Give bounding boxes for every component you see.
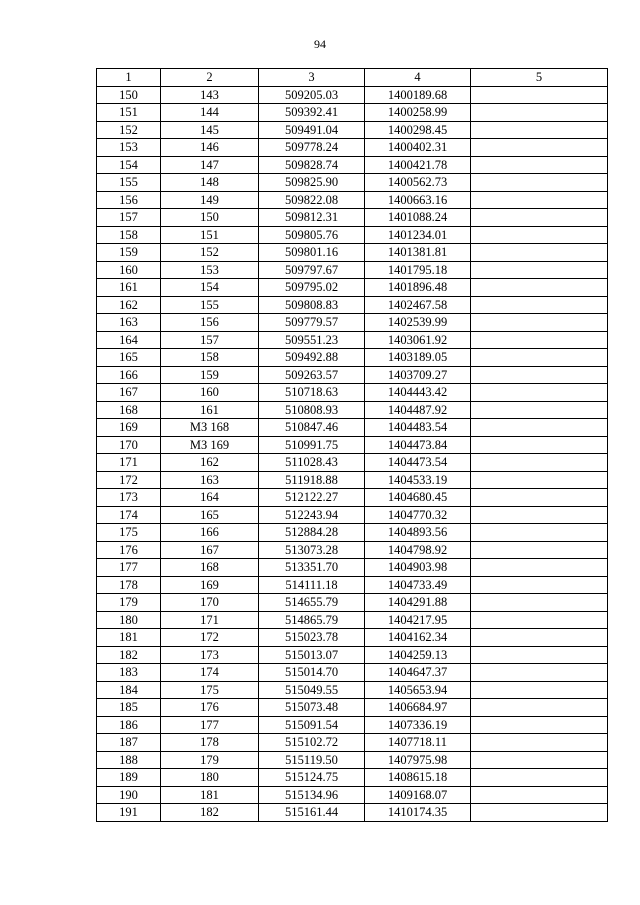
table-cell: 1404680.45 [365,489,471,507]
table-cell: 1400258.99 [365,104,471,122]
table-cell: 1404798.92 [365,541,471,559]
table-cell: 152 [161,244,259,262]
table-row [97,716,608,734]
table-cell: 167 [161,541,259,559]
table-cell: 189 [97,769,161,787]
table-cell: 151 [161,226,259,244]
column-header: 3 [259,69,365,87]
table-cell: 180 [161,769,259,787]
table-cell: 1404162.34 [365,629,471,647]
table-cell: 515073.48 [259,699,365,717]
table-cell: 160 [161,384,259,402]
table-cell: 509812.31 [259,209,365,227]
table-cell: 164 [161,489,259,507]
table-row [97,366,608,384]
table-cell: 170 [97,436,161,454]
table-cell [471,524,608,542]
table-cell: 1404903.98 [365,559,471,577]
table-cell: 1404443.42 [365,384,471,402]
table-cell [471,629,608,647]
table-cell [471,646,608,664]
table-cell: МЗ 169 [161,436,259,454]
table-cell: 1401896.48 [365,279,471,297]
table-cell: 177 [97,559,161,577]
table-cell: 153 [97,139,161,157]
table-cell: 515013.07 [259,646,365,664]
table-cell: 148 [161,174,259,192]
table-row [97,524,608,542]
table-cell: 155 [97,174,161,192]
table-cell: 514655.79 [259,594,365,612]
table-cell: 153 [161,261,259,279]
table-cell: 175 [161,681,259,699]
table-cell [471,559,608,577]
coordinates-table [96,68,608,822]
table-cell: 179 [97,594,161,612]
table-cell: 172 [161,629,259,647]
table-cell: 171 [161,611,259,629]
table-row [97,191,608,209]
table-cell: 185 [97,699,161,717]
table-cell: 157 [161,331,259,349]
table-cell: 157 [97,209,161,227]
table-cell: 166 [97,366,161,384]
table-row [97,646,608,664]
table-cell: 515124.75 [259,769,365,787]
table-row [97,209,608,227]
table-cell [471,384,608,402]
table-cell: 515161.44 [259,804,365,822]
table-row [97,104,608,122]
table-cell: 161 [97,279,161,297]
table-cell: 170 [161,594,259,612]
table-cell: МЗ 168 [161,419,259,437]
table-cell [471,734,608,752]
table-cell: 510991.75 [259,436,365,454]
table-cell: 162 [161,454,259,472]
table-cell: 166 [161,524,259,542]
table-cell [471,331,608,349]
table-row [97,489,608,507]
table-row [97,804,608,822]
table-cell: 158 [161,349,259,367]
table-cell: 158 [97,226,161,244]
table-row [97,559,608,577]
table-cell: 168 [97,401,161,419]
table-cell: 509828.74 [259,156,365,174]
table-row [97,401,608,419]
table-cell: 515014.70 [259,664,365,682]
table-row [97,419,608,437]
table-cell: 187 [97,734,161,752]
table-cell: 512884.28 [259,524,365,542]
table-cell: 509797.67 [259,261,365,279]
table-row [97,279,608,297]
table-cell: 1400663.16 [365,191,471,209]
table-row [97,226,608,244]
table-cell: 1403709.27 [365,366,471,384]
table-cell: 184 [97,681,161,699]
table-cell: 1404647.37 [365,664,471,682]
table-cell: 161 [161,401,259,419]
table-cell: 149 [161,191,259,209]
table-cell: 513351.70 [259,559,365,577]
table-cell: 509778.24 [259,139,365,157]
table-cell: 1404893.56 [365,524,471,542]
table-cell: 1400562.73 [365,174,471,192]
table-cell: 168 [161,559,259,577]
table-cell: 173 [97,489,161,507]
table-cell: 165 [97,349,161,367]
table-cell: 156 [161,314,259,332]
table-row [97,769,608,787]
table-cell: 1400298.45 [365,121,471,139]
table-cell: 154 [97,156,161,174]
table-cell [471,349,608,367]
table-cell [471,121,608,139]
table-cell: 1404259.13 [365,646,471,664]
table-cell [471,401,608,419]
table-cell: 515102.72 [259,734,365,752]
table-cell [471,471,608,489]
table-cell: 509491.04 [259,121,365,139]
table-cell: 514111.18 [259,576,365,594]
table-cell: 1404487.92 [365,401,471,419]
table-cell [471,594,608,612]
table-cell: 1408615.18 [365,769,471,787]
table-cell [471,366,608,384]
column-header: 1 [97,69,161,87]
table-row [97,174,608,192]
table-cell: 145 [161,121,259,139]
table-row [97,244,608,262]
table-cell: 1407975.98 [365,751,471,769]
table-body [97,86,608,821]
table-cell: 511918.88 [259,471,365,489]
table-cell: 181 [97,629,161,647]
table-cell: 512122.27 [259,489,365,507]
table-cell: 1401381.81 [365,244,471,262]
column-header: 4 [365,69,471,87]
table-cell [471,751,608,769]
table-cell [471,244,608,262]
table-cell: 150 [97,86,161,104]
table-cell: 188 [97,751,161,769]
table-cell: 1402539.99 [365,314,471,332]
table-row [97,296,608,314]
table-cell [471,296,608,314]
table-row [97,139,608,157]
table-cell [471,156,608,174]
table-cell: 151 [97,104,161,122]
table-cell: 1405653.94 [365,681,471,699]
table-cell: 174 [161,664,259,682]
table-cell [471,139,608,157]
table-cell: 182 [161,804,259,822]
table-cell: 167 [97,384,161,402]
table-cell: 1400189.68 [365,86,471,104]
column-header: 5 [471,69,608,87]
table-cell: 143 [161,86,259,104]
table-row [97,331,608,349]
table-cell: 176 [161,699,259,717]
table-row [97,611,608,629]
table-cell: 1406684.97 [365,699,471,717]
table-cell: 1404291.88 [365,594,471,612]
table-cell: 147 [161,156,259,174]
table-cell [471,699,608,717]
table-cell [471,786,608,804]
table-cell: 1403189.05 [365,349,471,367]
table-cell: 1404473.54 [365,454,471,472]
table-cell: 511028.43 [259,454,365,472]
table-row [97,751,608,769]
table-cell: 509822.08 [259,191,365,209]
table-cell: 1403061.92 [365,331,471,349]
table-cell: 182 [97,646,161,664]
table-row [97,681,608,699]
table-cell [471,769,608,787]
table-cell: 154 [161,279,259,297]
table-cell: 510808.93 [259,401,365,419]
table-cell [471,191,608,209]
table-row [97,629,608,647]
table-cell [471,86,608,104]
table-cell: 181 [161,786,259,804]
table-row [97,594,608,612]
table-row [97,384,608,402]
table-cell: 159 [161,366,259,384]
table-cell: 509801.16 [259,244,365,262]
table-cell: 1409168.07 [365,786,471,804]
table-cell: 1404533.19 [365,471,471,489]
table-cell: 509492.88 [259,349,365,367]
table-cell: 1407718.11 [365,734,471,752]
table-cell: 172 [97,471,161,489]
table-cell: 169 [97,419,161,437]
table-cell [471,436,608,454]
table-cell: 179 [161,751,259,769]
table-cell: 515049.55 [259,681,365,699]
table-cell: 515091.54 [259,716,365,734]
table-cell: 156 [97,191,161,209]
table-cell [471,419,608,437]
table-row [97,699,608,717]
table-cell: 509205.03 [259,86,365,104]
table-row [97,156,608,174]
table-cell: 190 [97,786,161,804]
table-cell [471,681,608,699]
table-cell [471,489,608,507]
table-cell: 509392.41 [259,104,365,122]
table-cell: 159 [97,244,161,262]
table-cell [471,506,608,524]
table-cell [471,716,608,734]
table-row [97,121,608,139]
table-cell: 515119.50 [259,751,365,769]
table-cell: 180 [97,611,161,629]
table-cell [471,209,608,227]
table-cell: 1407336.19 [365,716,471,734]
table-cell: 509263.57 [259,366,365,384]
table-cell: 1400421.78 [365,156,471,174]
table-cell: 175 [97,524,161,542]
table-cell: 163 [97,314,161,332]
table-cell: 1410174.35 [365,804,471,822]
table-cell [471,611,608,629]
table-cell: 1404217.95 [365,611,471,629]
table-cell [471,174,608,192]
table-cell: 1404473.84 [365,436,471,454]
table-cell: 155 [161,296,259,314]
table-row [97,506,608,524]
table-cell: 510847.46 [259,419,365,437]
table-cell [471,664,608,682]
table-cell: 150 [161,209,259,227]
table-cell: 509808.83 [259,296,365,314]
table-cell: 1401234.01 [365,226,471,244]
table-header-row [97,69,608,87]
table-cell: 174 [97,506,161,524]
table-cell: 164 [97,331,161,349]
table-cell: 1404733.49 [365,576,471,594]
table-cell: 1402467.58 [365,296,471,314]
page-number: 94 [314,37,326,51]
table-cell: 186 [97,716,161,734]
table-cell: 1404483.54 [365,419,471,437]
table-row [97,664,608,682]
table-cell: 163 [161,471,259,489]
table-cell: 173 [161,646,259,664]
table-row [97,349,608,367]
table-cell: 1404770.32 [365,506,471,524]
table-cell [471,314,608,332]
table-cell: 1401795.18 [365,261,471,279]
table-cell: 146 [161,139,259,157]
table-cell [471,279,608,297]
table-row [97,471,608,489]
table-cell [471,261,608,279]
table-cell: 165 [161,506,259,524]
table-cell: 509779.57 [259,314,365,332]
table-cell: 509551.23 [259,331,365,349]
table-row [97,261,608,279]
table-cell: 191 [97,804,161,822]
table-row [97,734,608,752]
table-row [97,314,608,332]
table-cell: 171 [97,454,161,472]
table-cell [471,576,608,594]
table-row [97,436,608,454]
table-cell: 515134.96 [259,786,365,804]
table-cell: 183 [97,664,161,682]
table-cell [471,454,608,472]
table-row [97,454,608,472]
table-row [97,86,608,104]
table-row [97,541,608,559]
table-cell: 162 [97,296,161,314]
table-cell: 513073.28 [259,541,365,559]
table-cell [471,104,608,122]
table-cell: 177 [161,716,259,734]
table-cell [471,541,608,559]
table-cell: 178 [161,734,259,752]
table-cell: 1401088.24 [365,209,471,227]
table-cell [471,804,608,822]
table-cell: 510718.63 [259,384,365,402]
table-cell: 514865.79 [259,611,365,629]
table-row [97,576,608,594]
table-cell: 515023.78 [259,629,365,647]
table-cell: 160 [97,261,161,279]
table-cell: 176 [97,541,161,559]
column-header: 2 [161,69,259,87]
table-cell: 512243.94 [259,506,365,524]
table-row [97,786,608,804]
table-cell: 178 [97,576,161,594]
table-cell [471,226,608,244]
table-cell: 509805.76 [259,226,365,244]
table-cell: 152 [97,121,161,139]
table-cell: 144 [161,104,259,122]
table-cell: 1400402.31 [365,139,471,157]
table-cell: 509825.90 [259,174,365,192]
table-cell: 509795.02 [259,279,365,297]
table-cell: 169 [161,576,259,594]
